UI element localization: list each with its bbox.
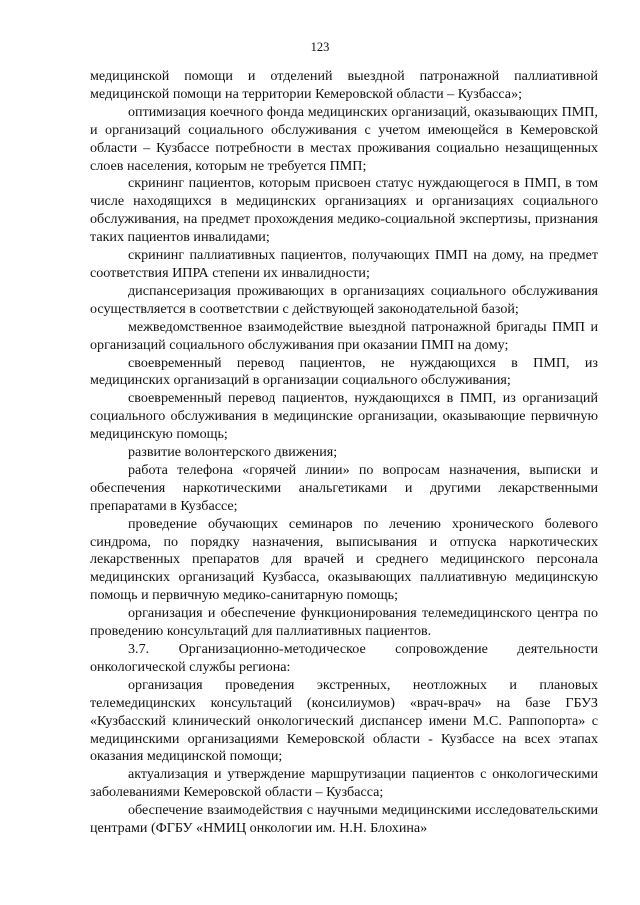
section-heading-3-7: 3.7. Организационно-методическое сопровождение деятельности онкологической службы региона: bbox=[90, 641, 598, 675]
paragraph-telemedicine-center: организация и обеспечение функционирования телемедицинского центра по проведению консультаций для паллиативных пациентов. bbox=[90, 605, 598, 640]
paragraph-patient-screening: скрининг пациентов, которым присвоен статус нуждающегося в ПМП, в том числе находящихся в медицинских организациях и организациях социального обслуживания, на предмет прохождения медико-социальной экспертизы, признания таких пациентов инвалидами; bbox=[90, 175, 598, 246]
paragraph-transfer-to-medical: своевременный перевод пациентов, нуждающихся в ПМП, из организаций социального обслуживания в медицинские организации, оказывающие первичную медицинскую помощь; bbox=[90, 390, 598, 443]
paragraph-research-centers: обеспечение взаимодействия с научными медицинскими исследовательскими центрами (ФГБУ «НМИЦ онкологии им. Н.Н. Блохина» bbox=[90, 802, 598, 837]
paragraph-seminars: проведение обучающих семинаров по лечению хронического болевого синдрома, по порядку назначения, выписывания и отпуска наркотических лекарственных препаратов для врачей и среднего медицинского персонала медицинских организаций Кузбасса, оказывающих паллиативную медицинскую помощь и первичную медико-санитарную помощь; bbox=[90, 515, 598, 604]
paragraph-continuation: медицинской помощи и отделений выездной патронажной паллиативной медицинской помощи на территории Кемеровской области – Кузбасса»; bbox=[90, 68, 598, 102]
paragraph-routing: актуализация и утверждение маршрутизации пациентов с онкологическими заболеваниями Кемеровской области – Кузбасса; bbox=[90, 766, 598, 801]
page-number: 123 bbox=[310, 40, 330, 54]
paragraph-interagency-cooperation: межведомственное взаимодействие выездной патронажной бригады ПМП и организаций социального обслуживания при оказании ПМП на дому; bbox=[90, 318, 598, 353]
paragraph-bed-fund-optimization: оптимизация коечного фонда медицинских организаций, оказывающих ПМП, и организаций социального обслуживания с учетом имеющейся в Кемеровской области – Кузбассе потребности в местах проживания социально незащищенных слоев населения, которым не требуется ПМП; bbox=[90, 103, 598, 174]
document-body bbox=[90, 68, 598, 838]
paragraph-hotline: работа телефона «горячей линии» по вопросам назначения, выписки и обеспечения наркотическими анальгетиками и другими лекарственными препаратами в Кузбассе; bbox=[90, 461, 598, 514]
paragraph-volunteers: развитие волонтерского движения; bbox=[128, 444, 338, 461]
paragraph-teleconsultations: организация проведения экстренных, неотложных и плановых телемедицинских консультаций (консилиумов) «врач-врач» на базе ГБУЗ «Кузбасский клинический онкологический диспансер имени М.С. Раппопорта» с медицинскими организациями Кемеровской области - Кузбассе на всех этапах оказания медицинской помощи; bbox=[90, 676, 598, 765]
paragraph-transfer-to-social: своевременный перевод пациентов, не нуждающихся в ПМП, из медицинских организаций в организации социального обслуживания; bbox=[90, 354, 598, 389]
paragraph-dispensarization: диспансеризация проживающих в организациях социального обслуживания осуществляется в соответствии с действующей законодательной базой; bbox=[90, 282, 598, 317]
paragraph-palliative-screening: скрининг паллиативных пациентов, получающих ПМП на дому, на предмет соответствия ИПРА степени их инвалидности; bbox=[90, 247, 598, 281]
